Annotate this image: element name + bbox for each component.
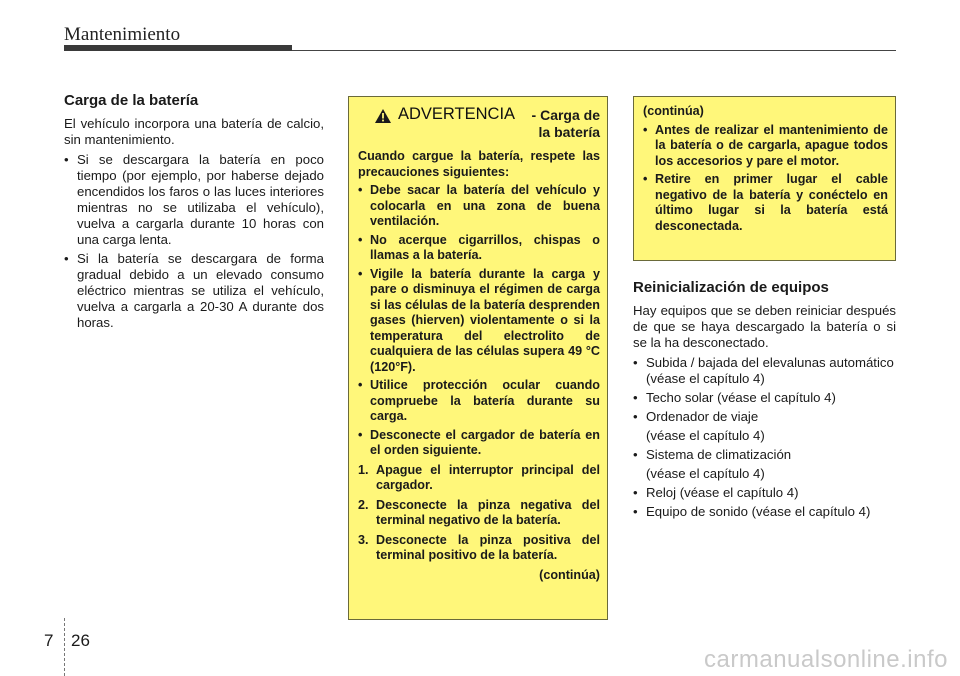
list-item: • Subida / bajada del elevalunas automático (véase el capítulo 4) bbox=[633, 355, 896, 387]
list-item: • Vigile la batería durante la carga y pare o disminuya el régimen de carga si las células de la batería desprenden gases (hierven) violentamente o si la temperatura del electrolito de cualquiera de las células supera 49 °C (120°F). bbox=[358, 267, 600, 376]
warning-triangle-icon bbox=[374, 108, 392, 124]
header-bar bbox=[64, 45, 292, 51]
step-text: Desconecte la pinza negativa del terminal negativo de la batería. bbox=[376, 497, 600, 527]
warning-box bbox=[348, 96, 608, 620]
step-item bbox=[358, 463, 600, 494]
list-item: • Antes de realizar el mantenimiento de la batería o de cargarla, apague todos los accesorios y pare el motor. bbox=[643, 123, 888, 170]
continued-bullets bbox=[643, 123, 888, 235]
list-item: • Ordenador de viaje bbox=[633, 409, 896, 425]
list-item: • Si la batería se descargara de forma gradual debido a un elevado consumo eléctrico mientras se utiliza el vehículo, vuelva a cargarla a 20-30 A durante dos horas. bbox=[64, 251, 324, 331]
battery-bullets bbox=[64, 152, 324, 331]
list-item: • Sistema de climatización bbox=[633, 447, 896, 463]
step-item bbox=[358, 498, 600, 529]
disconnect-steps bbox=[358, 463, 600, 564]
step-text: Desconecte la pinza positiva del terminal positivo de la batería. bbox=[376, 532, 600, 562]
step-number: 3. bbox=[358, 532, 369, 547]
reset-list bbox=[633, 355, 896, 425]
continued-heading: (continúa) bbox=[643, 104, 704, 118]
left-column bbox=[64, 92, 324, 334]
list-item: • No acerque cigarrillos, chispas o llamas a la batería. bbox=[358, 233, 600, 264]
list-item: • Utilice protección ocular cuando compruebe la batería durante su carga. bbox=[358, 378, 600, 425]
list-item: • Debe sacar la batería del vehículo y colocarla en una zona de buena ventilación. bbox=[358, 183, 600, 230]
reset-intro: Hay equipos que se deben reiniciar después de que se haya descargado la batería o si se la ha desconectado. bbox=[633, 303, 896, 350]
list-item: • Reloj (véase el capítulo 4) bbox=[633, 485, 896, 501]
list-item-note: (véase el capítulo 4) bbox=[646, 466, 765, 481]
step-number: 1. bbox=[358, 462, 369, 477]
list-item: • Techo solar (véase el capítulo 4) bbox=[633, 390, 896, 406]
step-number: 2. bbox=[358, 497, 369, 512]
section-title-battery-charge: Carga de la batería bbox=[64, 92, 199, 109]
header-rule bbox=[292, 50, 896, 51]
warning-intro: Cuando cargue la batería, respete las precauciones siguientes: bbox=[358, 149, 600, 179]
battery-intro: El vehículo incorpora una batería de calcio, sin mantenimiento. bbox=[64, 116, 324, 147]
watermark: carmanualsonline.info bbox=[704, 646, 948, 673]
chapter-number: 7 bbox=[44, 631, 54, 650]
warning-subtitle-line2: la batería bbox=[538, 124, 600, 140]
warning-header bbox=[358, 103, 600, 149]
list-item: • Si se descargara la batería en poco tiempo (por ejemplo, por haberse dejado encendidos los faros o las luces interiores mientras no se utilizaba el vehículo), vuelva a cargarla durante 10 horas con una carga lenta. bbox=[64, 152, 324, 248]
warning-subtitle bbox=[532, 107, 600, 141]
right-column bbox=[633, 279, 896, 523]
list-item: • Equipo de sonido (véase el capítulo 4) bbox=[633, 504, 896, 520]
page-number: 26 bbox=[71, 631, 90, 650]
step-item bbox=[358, 533, 600, 564]
continued-label: (continúa) bbox=[539, 567, 600, 582]
warning-bullets bbox=[358, 183, 600, 459]
page-header-title: Mantenimiento bbox=[64, 24, 181, 45]
step-text: Apague el interruptor principal del cargador. bbox=[376, 462, 600, 492]
continued-warning-box bbox=[633, 96, 896, 261]
footer-divider bbox=[64, 618, 65, 676]
list-item: • Desconecte el cargador de batería en el orden siguiente. bbox=[358, 428, 600, 459]
list-item-note: (véase el capítulo 4) bbox=[646, 428, 765, 443]
warning-label: ADVERTENCIA bbox=[398, 105, 516, 123]
section-title-equipment-reset: Reinicialización de equipos bbox=[633, 279, 829, 296]
list-item: • Retire en primer lugar el cable negativo de la batería y conéctelo en último lugar si la batería está desconectada. bbox=[643, 172, 888, 234]
reset-list-cont2 bbox=[633, 485, 896, 520]
warning-subtitle-line1: - Carga de bbox=[531, 107, 600, 123]
reset-list-cont bbox=[633, 447, 896, 463]
